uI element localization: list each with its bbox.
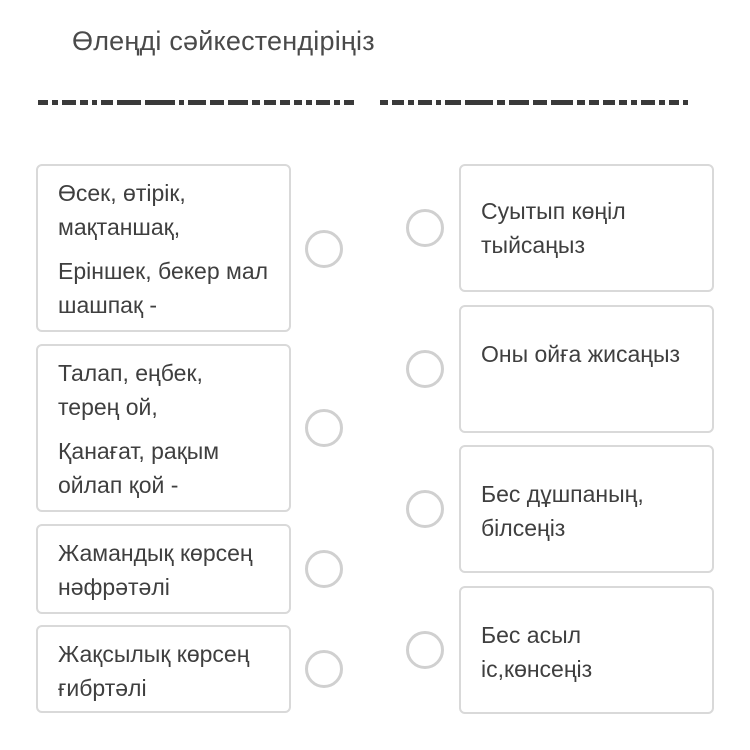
left-match-item[interactable]	[36, 164, 291, 332]
right-item-text: Оны ойға жисаңыз	[481, 341, 681, 367]
left-connector-radio[interactable]	[305, 650, 343, 688]
left-connector-radio[interactable]	[305, 550, 343, 588]
left-item-line: Жақсылық көрсең ғибртәлі	[58, 641, 250, 701]
right-connector-radio[interactable]	[406, 631, 444, 669]
right-item-text: Бес дұшпаның, білсеңіз	[481, 481, 644, 541]
left-connector-radio[interactable]	[305, 409, 343, 447]
left-item-line: Талап, еңбек, терең ой,	[58, 360, 203, 420]
right-match-item[interactable]	[459, 445, 714, 573]
right-match-item[interactable]	[459, 305, 714, 433]
left-match-item[interactable]	[36, 344, 291, 512]
left-dashed-divider	[38, 100, 358, 108]
right-dashed-divider	[380, 100, 712, 108]
left-item-line: Жамандық көрсең нәфрәтәлі	[58, 540, 253, 600]
left-item-line: Өсек, өтірік, мақтаншақ,	[58, 180, 186, 240]
right-connector-radio[interactable]	[406, 350, 444, 388]
right-connector-radio[interactable]	[406, 209, 444, 247]
right-connector-radio[interactable]	[406, 490, 444, 528]
right-item-text: Суытып көңіл тыйсаңыз	[481, 198, 626, 258]
left-item-line: Еріншек, бекер мал шашпақ -	[58, 258, 269, 318]
left-item-line: Қанағат, рақым ойлап қой -	[58, 438, 220, 498]
left-connector-radio[interactable]	[305, 230, 343, 268]
right-match-item[interactable]	[459, 164, 714, 292]
page-title: Өлеңді сәйкестендіріңіз	[72, 26, 375, 56]
left-match-item[interactable]	[36, 524, 291, 614]
right-match-item[interactable]	[459, 586, 714, 714]
right-item-text: Бес асыл іс,көнсеңіз	[481, 622, 593, 682]
left-match-item[interactable]	[36, 625, 291, 713]
